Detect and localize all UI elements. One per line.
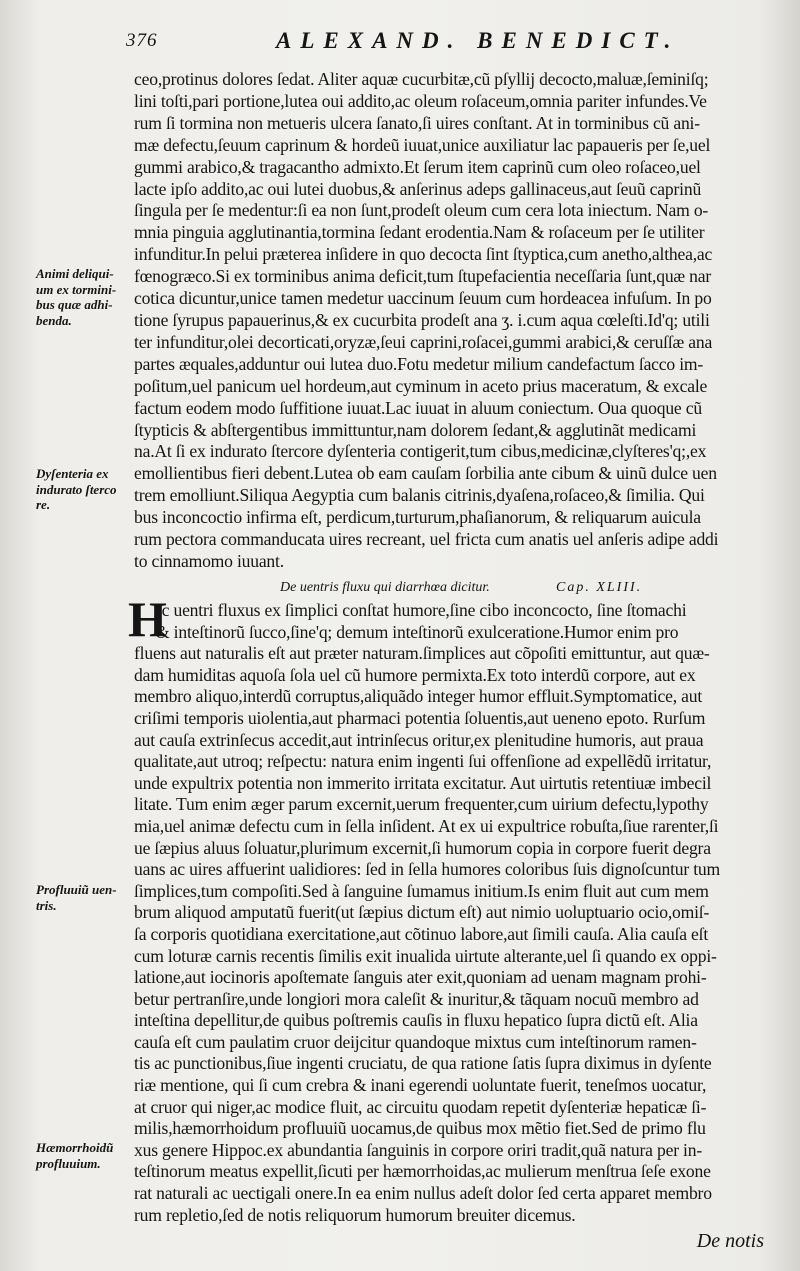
- text-line: latione,aut iocinoris apoſtemate ſanguis ater exit,quoniam ad uenam magnam prohi-: [134, 967, 707, 988]
- text-line: membro aliquo,interdũ corruptus,aliquãdo integer humor effluit.Symptomatice, aut: [134, 686, 703, 707]
- catchword: De notis: [696, 1230, 764, 1252]
- text-line: fœnogræco.Si ex torminibus anima deficit,tum ſtupefacientia neceſſaria ſunt,quæ nar: [134, 266, 712, 287]
- text-line: xus genere Hippoc.ex abundantia ſanguinis in corpore oriri tradit,quã natura per in-: [134, 1139, 702, 1160]
- margin-note: [36, 466, 128, 513]
- body-text-section-1: [134, 69, 774, 573]
- text-line: ue ſæpius aluus ſoluatur,plurimum excernit,ſi humorum copia in corpore fuerit degra: [134, 837, 711, 858]
- text-line: brum aliquod amputatũ fuerit(ut ſæpius dictum eſt) aut nimio uoluptuario ocio,omiſ-: [134, 902, 710, 923]
- text-line: ſimplices,tum compoſiti.Sed à ſanguine ſumamus initium.Is enim fluit aut cum mem: [134, 880, 709, 901]
- text-line: gummi arabico,& tragacantho admixto.Et ſerum item caprinũ cum oleo roſaceo,uel: [134, 156, 701, 177]
- text-line: partes æquales,adduntur oui lutea duo.Fotu medetur milium candefactum ſacco im-: [134, 353, 704, 374]
- text-line: ſa corporis quotidiana exercitatione,aut cõtinuo labore,aut ſimili cauſa. Alia cauſa eſt: [134, 923, 709, 944]
- text-line: ceo,protinus dolores ſedat. Aliter aquæ cucurbitæ,cũ pſyllij decocto,maluæ,ſeminiſq;: [134, 69, 709, 89]
- body-text-section-2: [134, 600, 774, 1226]
- text-line: cotica dicuntur,unice tamen medetur uaccinum ſeuum cum hordeacea infuſum. In po: [134, 288, 712, 309]
- margin-note-line: Animi deliqui-: [36, 266, 114, 281]
- text-line: tis ac punctionibus,ſiue ingenti cruciatu, de qua ratione ſatis ſupra diximus in dyſente: [134, 1053, 712, 1074]
- margin-note-line: tris.: [36, 897, 57, 913]
- text-line: mæ defectu,ſeuum caprinum & hordeũ iuuat,unice auxiliatur lac papaueris per ſe,uel: [134, 134, 711, 155]
- text-line: lacte ipſo addito,ac oui lutei duobus,& anſerinus adeps gallinaceus,aut ſeuũ caprinũ: [134, 178, 702, 199]
- text-line: criſimi temporis uiolentia,aut pharmaci potentia ſoluentis,aut ueneno epoto. Rurſum: [134, 707, 706, 728]
- text-line: rum repletio,ſed de notis reliquorum humorum breuiter dicemus.: [134, 1204, 576, 1225]
- text-line: factum eodem modo ſuffitione iuuat.Lac iuuat in aluum coniectum. Oua quoque cũ: [134, 397, 702, 418]
- text-line: aut cauſa extrinſecus accedit,aut intrinſecus oritur,ex plenitudine humoris, aut praua: [134, 729, 704, 750]
- text-line: rat naturali ac uectigali onere.In ea enim nullus adeſt dolor ſed certa apparet membro: [134, 1183, 712, 1204]
- text-line: qualitate,aut utroq; reſpectu: natura enim ingenti ſui offenſione ad expellẽdũ irritatur,: [134, 751, 712, 772]
- margin-note-line: Hæmorrhoidũ: [36, 1140, 114, 1155]
- text-line: rum pectora commanducata uires recreant, uel fricta cum anatis uel anſeris adipe addi: [134, 529, 719, 550]
- text-line: to cinnamomo iuuant.: [134, 550, 284, 571]
- text-line: teſtinorum meatus expellit,ſicuti per hæmorrhoidas,ac mulierum menſtrua ſeſe exone: [134, 1161, 711, 1182]
- text-line: fluens aut naturalis eſt aut præter naturam.ſimplices aut cõpoſiti emittuntur, aut quæ-: [134, 643, 710, 664]
- margin-note-line: Dyſenteria ex: [36, 466, 109, 481]
- text-line: ſtypticis & abſtergentibus immittuntur,nam dolorem ſedant,& agglutinãt medicami: [134, 419, 697, 440]
- margin-note: [36, 1140, 128, 1171]
- running-head: ALEXAND. BENEDICT.: [276, 28, 680, 53]
- text-line: betur pertranſire,unde longiori mora caleſit & inuritur,& tãquam nocuũ membro ad: [134, 988, 699, 1009]
- chapter-number: Cap. XLIII.: [556, 580, 643, 595]
- page-number: 376: [126, 30, 158, 51]
- text-line: ſingula per ſe medentur:ſi ea non ſunt,prodeſt oleum cum cera lota iniectum. Nam o-: [134, 200, 709, 221]
- text-line: emollientibus fieri debent.Lutea ob eam cauſam ſorbilia ante cibum & uinũ dulce uen: [134, 463, 717, 484]
- margin-note-line: re.: [36, 497, 51, 512]
- text-line: inteſtina depellitur,de quibus poſtremis cauſis in fluxu hepatico ſupra dictũ eſt. Alia: [134, 1010, 698, 1031]
- text-line: bus inconcoctio infirma eſt, perdicum,turturum,phaſianorum, & reliquarum auicula: [134, 507, 701, 528]
- margin-note-line: indurato ſterco: [36, 481, 117, 497]
- text-line: infunditur.In pelui præterea inſidere in quo decocta ſint ſtyptica,cum anetho,althea,ac: [134, 244, 713, 265]
- page-header: [126, 30, 786, 56]
- text-line: litate. Tum enim æger parum excernit,uerum frequenter,cum uirium defectu,lypothy: [134, 794, 709, 815]
- text-line: na.At ſi ex indurato ſtercore dyſenteria contigerit,tum cibus,medicinæ,clyſteres'q;,ex: [134, 441, 707, 462]
- chapter-title: De uentris fluxu qui diarrhœa dicitur.: [280, 580, 490, 595]
- text-line: unde expultrix potentia non immerito irritata excitatur. Aut uirtutis retentiuæ imbecil: [134, 772, 712, 793]
- text-line: trem emolliunt.Siliqua Aegyptia cum balanis citrinis,dyaſena,roſaceo,& ſimilia. Qui: [134, 485, 705, 506]
- text-line: cauſa eſt cum paulatim cruor deijcitur quandoque mixtus cum inteſtinorum ramen-: [134, 1031, 697, 1052]
- text-line: tione ſyrupus papauerinus,& ex cucurbita prodeſt ana ʒ. i.cum aqua cœleſti.Id'q; utili: [134, 309, 710, 330]
- text-line: rum ſi tormina non metueris ulcera ſanato,ſi uires conſtant. At in torminibus cũ ani-: [134, 112, 700, 133]
- text-line: & inteſtinorũ ſucco,ſine'q; demum inteſtinorũ exulceratione.Humor enim pro: [156, 621, 679, 642]
- chapter-heading: [280, 580, 700, 600]
- text-line: dam humiditas aquoſa ſola uel cũ humore permixta.Ex toto interdũ corpore, aut ex: [134, 664, 696, 685]
- margin-note-line: profluuium.: [36, 1155, 101, 1171]
- margin-note-line: um ex tormini-: [36, 281, 117, 297]
- text-line: mia,uel animæ defectu cum in ſella inſident. At ex ui expultrice robuſta,ſiue rarenter,ſi: [134, 815, 719, 836]
- text-line: ter infunditur,olei decorticati,oryzæ,ſeui caprini,roſacei,gummi arabici,& ceruſſæ ana: [134, 331, 713, 352]
- margin-note-line: Profluuiũ uen-: [36, 882, 117, 897]
- text-line: cum loturæ carnis recentis ſimilis exit inualida uirtute alterante,uel ſi quando ex oppi-: [134, 945, 717, 966]
- margin-note: [36, 266, 128, 328]
- text-line: lini toſti,pari portione,lutea oui addito,ac oleum roſaceum,omnia pariter infundes.Ve: [134, 90, 707, 111]
- margin-note-line: benda.: [36, 312, 72, 328]
- text-line: at cruor qui niger,ac modice fluit, ac circuitu quodam repetit dyſenteriæ hepaticæ ſi-: [134, 1096, 707, 1117]
- text-line: milis,hæmorrhoidum profluuiũ uocamus,de quibus mox mẽtio fiet.Sed de primo flu: [134, 1118, 706, 1139]
- margin-note-line: bus quæ adhi-: [36, 297, 113, 312]
- margin-note: [36, 882, 128, 913]
- drop-cap-initial: H: [128, 591, 167, 647]
- text-line: uans ac uires affuerint ualidiores: ſed in ſella humores coloribus ſuis dignoſcuntur tum: [134, 859, 720, 880]
- text-line: poſitum,uel panicum uel hordeum,aut cyminum in aceto prius maceratum, & excale: [134, 375, 708, 396]
- text-line: riæ mentione, qui ſi cum crebra & inani egerendi uoluntate fuerit, teneſmos uocatur,: [134, 1075, 707, 1096]
- text-line: mnia pinguia agglutinantia,tormina ſedant erodentia.Nam & roſaceum per ſe utiliter: [134, 222, 705, 243]
- text-line: Ic uentri fluxus ex ſimplici conſtat humore,ſine cibo inconcocto, ſine ſtomachi: [156, 600, 687, 620]
